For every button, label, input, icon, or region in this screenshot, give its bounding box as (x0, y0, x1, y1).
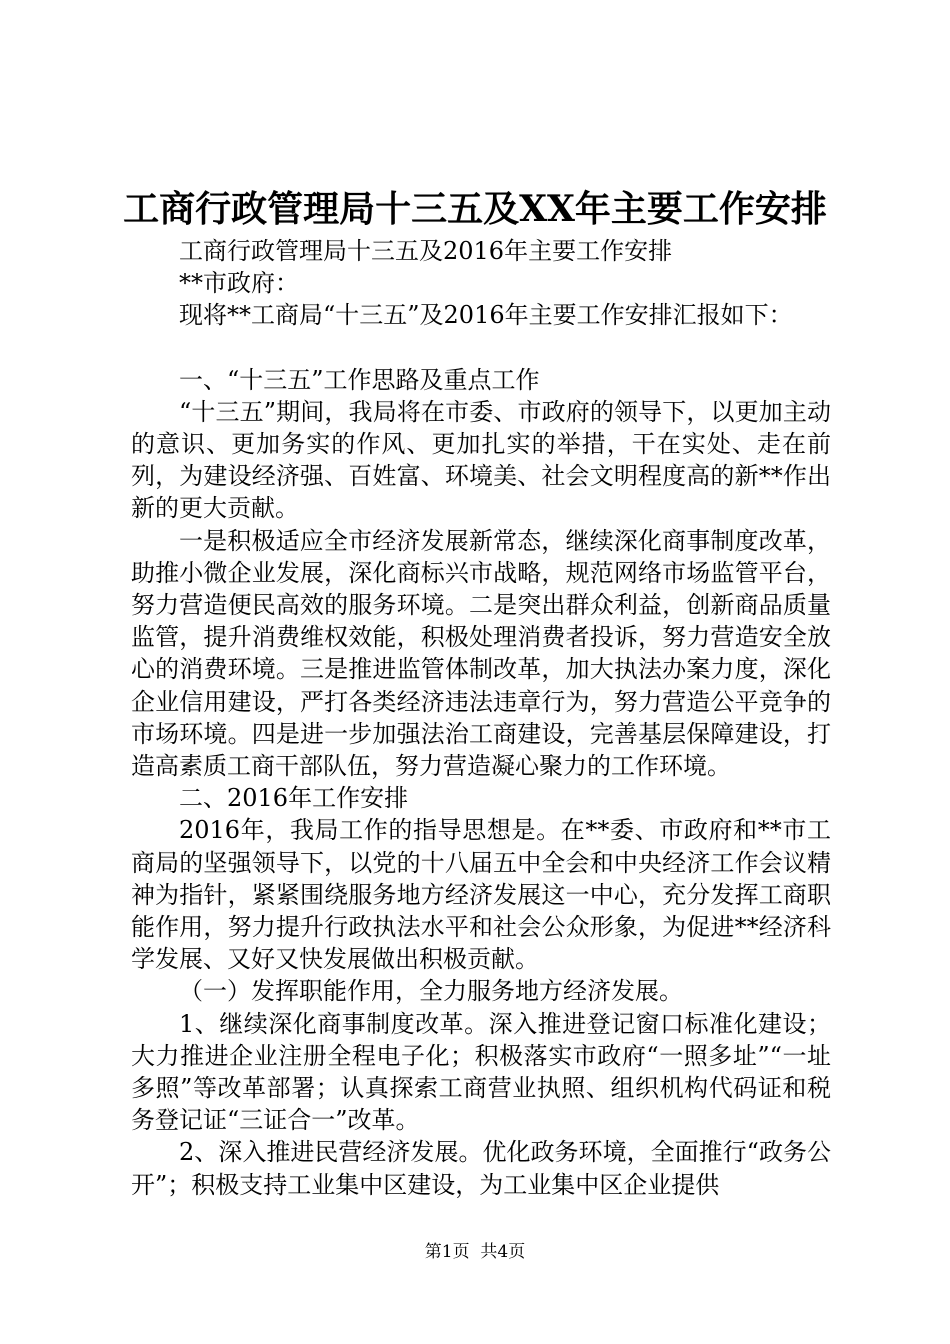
paragraph: 2016年，我局工作的指导思想是。在**委、市政府和**市工商局的坚强领导下，以党的十八届五中全会和中央经济工作会议精神为指针，紧紧围绕服务地方经济发展这一中心，充分发挥工商职能作用，努力提升行政执法水平和社会公众形象，为促进**经济科学发展、又好又快发展做出积极贡献。 (131, 816, 831, 974)
paragraph-intro: 现将**工商局“十三五”及2016年主要工作安排汇报如下： (179, 301, 793, 330)
section-heading-2: 二、2016年工作安排 (179, 784, 409, 813)
page-footer: 第1页 共4页 (424, 1242, 526, 1262)
paragraph: 一是积极适应全市经济发展新常态，继续深化商事制度改革，助推小微企业发展，深化商标兴市战略，规范网络市场监管平台，努力营造便民高效的服务环境。二是突出群众利益，创新商品质量监管，提升消费维权效能，积极处理消费者投诉，努力营造安全放心的消费环境。三是推进监管体制改革，加大执法办案力度，深化企业信用建设，严打各类经济违法违章行为，努力营造公平竞争的市场环境。四是进一步加强法治工商建设，完善基层保障建设，打造高素质工商干部队伍，努力营造凝心聚力的工作环境。 (131, 526, 831, 781)
paragraph: 1、继续深化商事制度改革。深入推进登记窗口标准化建设；大力推进企业注册全程电子化；积极落实市政府“一照多址”“一址多照”等改革部署；认真探索工商营业执照、组织机构代码证和税务登记证“三证合一”改革。 (131, 1009, 831, 1135)
document-body (131, 235, 831, 1201)
subsection-heading: （一）发挥职能作用，全力服务地方经济发展。 (179, 977, 683, 1006)
paragraph: “十三五”期间，我局将在市委、市政府的领导下，以更加主动的意识、更加务实的作风、更加扎实的举措，干在实处、走在前列，为建设经济强、百姓富、环境美、社会文明程度高的新**作出新的更大贡献。 (131, 397, 831, 523)
paragraph: 2、深入推进民营经济发展。优化政务环境，全面推行“政务公开”；积极支持工业集中区建设，为工业集中区企业提供 (131, 1138, 831, 1199)
section-heading-1: 一、“十三五”工作思路及重点工作 (179, 365, 540, 394)
paragraph-addressee: **市政府： (179, 269, 299, 298)
document-title: 工商行政管理局十三五及XX年主要工作安排 (123, 188, 827, 230)
paragraph-subtitle: 工商行政管理局十三五及2016年主要工作安排 (179, 237, 673, 265)
